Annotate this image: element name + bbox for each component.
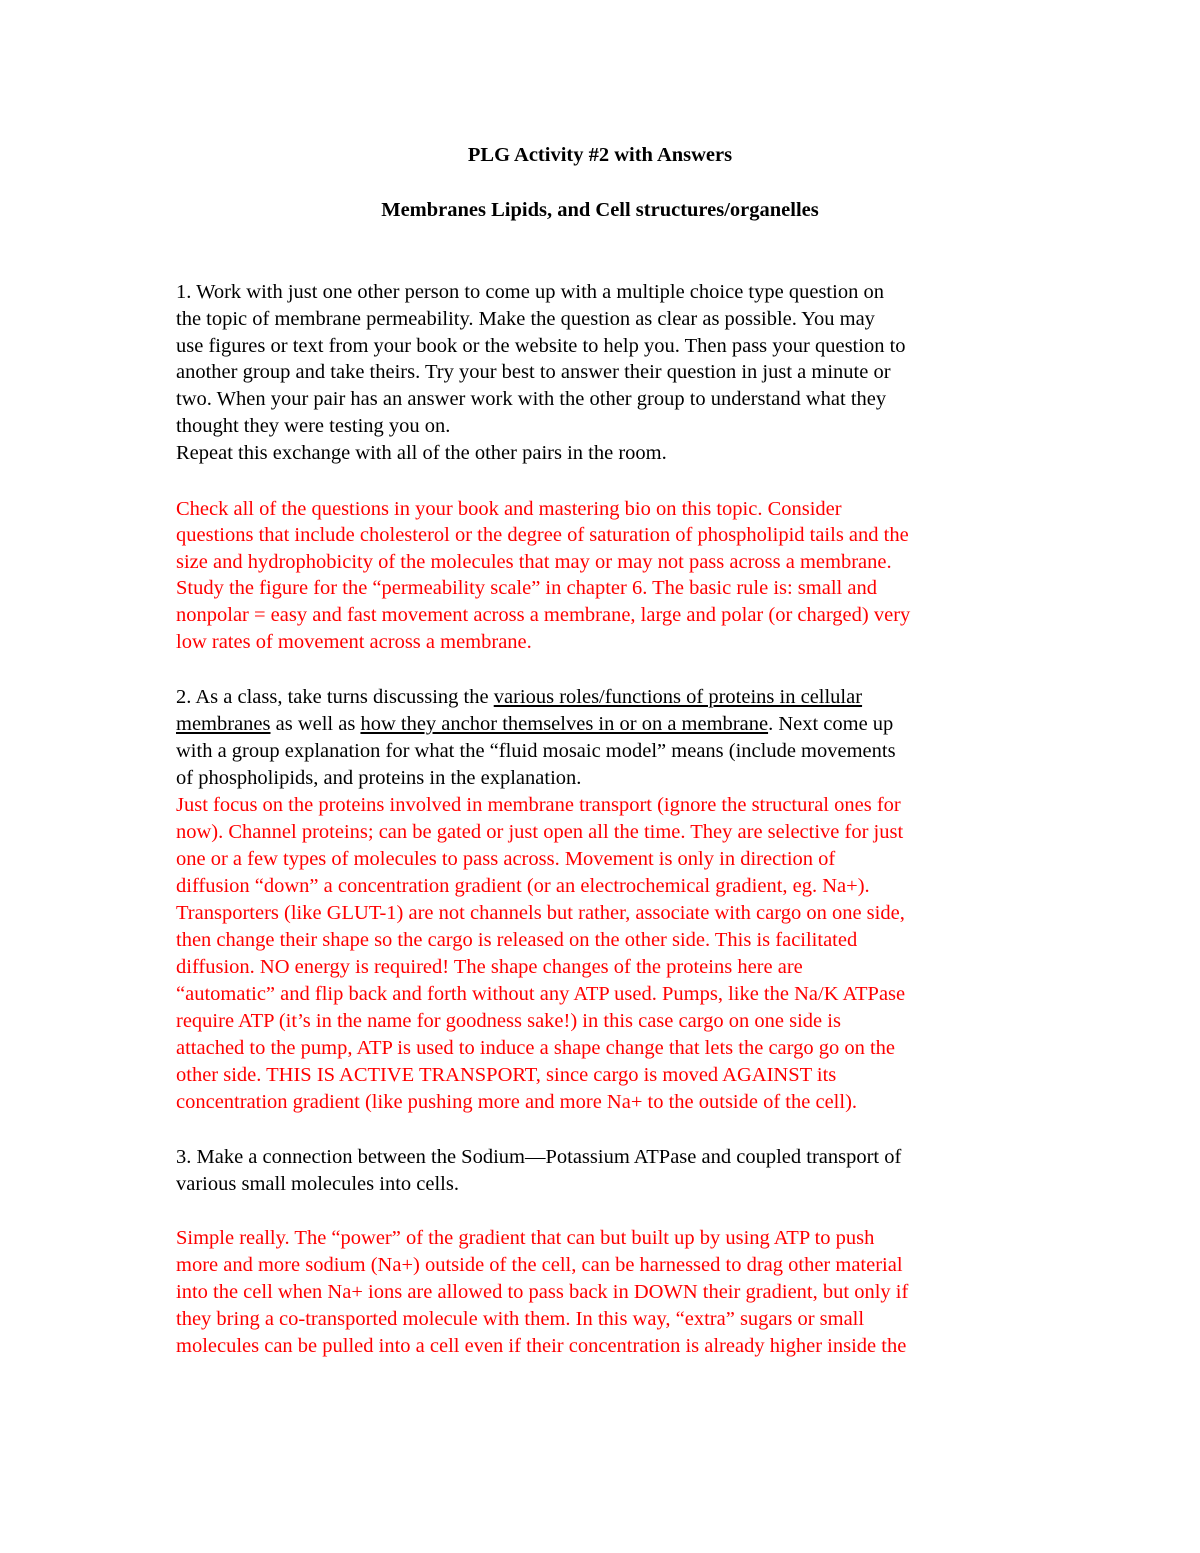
answer-2-line: attached to the pump, ATP is used to induce a shape change that lets the cargo go on the: [176, 1037, 896, 1059]
answer-2-line: concentration gradient (like pushing more and more Na+ to the outside of the cell).: [176, 1091, 858, 1113]
question-2-underlined-text: various roles/functions of proteins in cellular: [493, 686, 863, 708]
question-1-line: the topic of membrane permeability. Make the question as clear as possible. You may: [176, 308, 875, 330]
answer-1-line: size and hydrophobicity of the molecules that may or may not pass across a membrane.: [176, 551, 892, 573]
question-1-line: Repeat this exchange with all of the other pairs in the room.: [176, 442, 667, 464]
answer-3-line: molecules can be pulled into a cell even if their concentration is already higher inside the: [176, 1335, 907, 1357]
answer-2-line: Just focus on the proteins involved in membrane transport (ignore the structural ones for: [176, 794, 901, 816]
answer-3-line: they bring a co-transported molecule with them. In this way, “extra” sugars or small: [176, 1308, 865, 1330]
question-2-underlined-text: membranes: [176, 713, 271, 735]
question-2-underlined-text: how they anchor themselves in or on a membrane: [360, 713, 769, 735]
answer-1-line: Study the figure for the “permeability scale” in chapter 6. The basic rule is: small and: [176, 577, 877, 599]
answer-2-line: diffusion. NO energy is required! The shape changes of the proteins here are: [176, 956, 803, 978]
question-2-line: with a group explanation for what the “fluid mosaic model” means (include movements: [176, 740, 896, 762]
answer-1-line: questions that include cholesterol or the degree of saturation of phospholipid tails and the: [176, 524, 909, 546]
answer-2-line: other side. THIS IS ACTIVE TRANSPORT, since cargo is moved AGAINST its: [176, 1064, 837, 1086]
question-1-line: two. When your pair has an answer work with the other group to understand what they: [176, 388, 887, 410]
question-3-line: 3. Make a connection between the Sodium—Potassium ATPase and coupled transport of: [176, 1146, 902, 1168]
question-1-line: thought they were testing you on.: [176, 415, 451, 437]
question-2-line: of phospholipids, and proteins in the explanation.: [176, 767, 582, 789]
answer-3-line: more and more sodium (Na+) outside of the cell, can be harnessed to drag other material: [176, 1254, 903, 1276]
question-1-line: use figures or text from your book or the website to help you. Then pass your question to: [176, 335, 906, 357]
answer-3-line: into the cell when Na+ ions are allowed to pass back in DOWN their gradient, but only if: [176, 1281, 909, 1303]
answer-3-line: Simple really. The “power” of the gradient that can but built up by using ATP to push: [176, 1227, 875, 1249]
question-2-text: 2. As a class, take turns discussing the: [176, 686, 494, 708]
question-3-line: various small molecules into cells.: [176, 1173, 459, 1195]
answer-1-line: nonpolar = easy and fast movement across a membrane, large and polar (or charged) very: [176, 604, 911, 626]
question-2-text: as well as: [270, 713, 361, 735]
page-title: PLG Activity #2 with Answers: [467, 144, 733, 166]
answer-1-line: Check all of the questions in your book and mastering bio on this topic. Consider: [176, 498, 842, 520]
question-1-line: 1. Work with just one other person to come up with a multiple choice type question on: [176, 281, 884, 303]
answer-2-line: diffusion “down” a concentration gradient (or an electrochemical gradient, eg. Na+).: [176, 875, 870, 897]
answer-2-line: Transporters (like GLUT-1) are not channels but rather, associate with cargo on one side,: [176, 902, 905, 924]
answer-1-line: low rates of movement across a membrane.: [176, 631, 532, 653]
question-1-line: another group and take theirs. Try your best to answer their question in just a minute or: [176, 361, 891, 383]
question-2-line: [176, 711, 893, 738]
question-2-text: . Next come up: [768, 713, 894, 735]
page-subtitle: Membranes Lipids, and Cell structures/organelles: [381, 199, 819, 221]
answer-2-line: then change their shape so the cargo is released on the other side. This is facilitated: [176, 929, 858, 951]
question-2-line: [176, 684, 862, 711]
answer-2-line: require ATP (it’s in the name for goodness sake!) in this case cargo on one side is: [176, 1010, 841, 1032]
answer-2-line: one or a few types of molecules to pass across. Movement is only in direction of: [176, 848, 836, 870]
answer-2-line: “automatic” and flip back and forth without any ATP used. Pumps, like the Na/K ATPase: [176, 983, 906, 1005]
answer-2-line: now). Channel proteins; can be gated or just open all the time. They are selective for just: [176, 821, 904, 843]
